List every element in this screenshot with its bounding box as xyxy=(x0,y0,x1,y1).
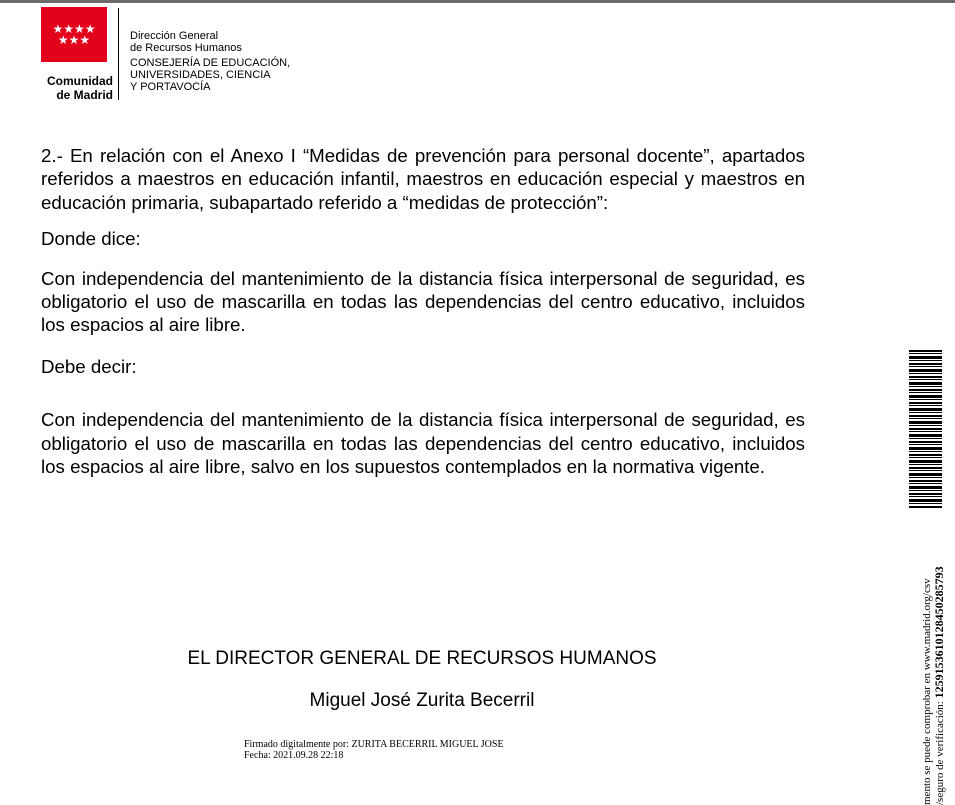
dept-line5: Y PORTAVOCÍA xyxy=(130,81,211,93)
dept-line2: de Recursos Humanos xyxy=(130,42,242,54)
verification-code: 1259153610128450285793 xyxy=(932,566,946,699)
paragraph-original-text: Con independencia del mantenimiento de la distancia física interpersonal de seguridad, es obligatorio el uso de mascarilla en todas las dependencias del centro educativo, incluidos los espacios al aire libre. xyxy=(41,267,805,336)
paragraph-donde-dice: Donde dice: xyxy=(41,228,141,250)
digital-signature-stamp xyxy=(244,739,504,761)
logo-name-line1: Comunidad xyxy=(47,74,113,88)
header-divider xyxy=(118,8,119,100)
document-body xyxy=(41,144,805,478)
verification-label: /seguro de verificación: xyxy=(934,701,946,805)
dept-line3: CONSEJERÍA DE EDUCACIÓN, xyxy=(130,57,291,69)
paragraph-debe-decir: Debe decir: xyxy=(41,355,137,377)
signatory-title: EL DIRECTOR GENERAL DE RECURSOS HUMANOS xyxy=(187,648,657,669)
paragraph-annex-reference: 2.- En relación con el Anexo I “Medidas de prevención para personal docente”, apartados referidos a maestros en educación infantil, maestros en educación especial y maestros en educación primaria, subapartado referido a “medidas de protección”: xyxy=(41,145,805,213)
top-border xyxy=(0,0,955,3)
verification-line2 xyxy=(933,566,946,805)
department-block xyxy=(130,30,290,93)
digital-date: Fecha: 2021.09.28 22:18 xyxy=(244,750,344,761)
dept-line1: Dirección General xyxy=(130,30,219,42)
logo-name xyxy=(37,74,113,102)
comunidad-de-madrid-logo xyxy=(41,7,107,62)
logo-stars-bottom: ★★★ xyxy=(57,32,91,47)
logo-name-line2: de Madrid xyxy=(56,88,113,102)
logo-stars-top: ★★★★ xyxy=(52,21,96,36)
verification-line1: mento se puede comprobar en www.madrid.org/csv xyxy=(921,578,933,805)
dept-line4: UNIVERSIDADES, CIENCIA xyxy=(130,69,271,81)
verification-barcode xyxy=(909,350,942,508)
digital-signed-by: Firmado digitalmente por: ZURITA BECERRIL MIGUEL JOSE xyxy=(244,739,504,750)
paragraph-corrected-text: Con independencia del mantenimiento de la distancia física interpersonal de seguridad, es obligatorio el uso de mascarilla en todas las dependencias del centro educativo, incluidos los espacios al aire libre, salvo en los supuestos contemplados en la normativa vigente. xyxy=(41,409,805,478)
signatory-name: Miguel José Zurita Becerril xyxy=(309,690,535,711)
verification-text xyxy=(921,566,946,805)
